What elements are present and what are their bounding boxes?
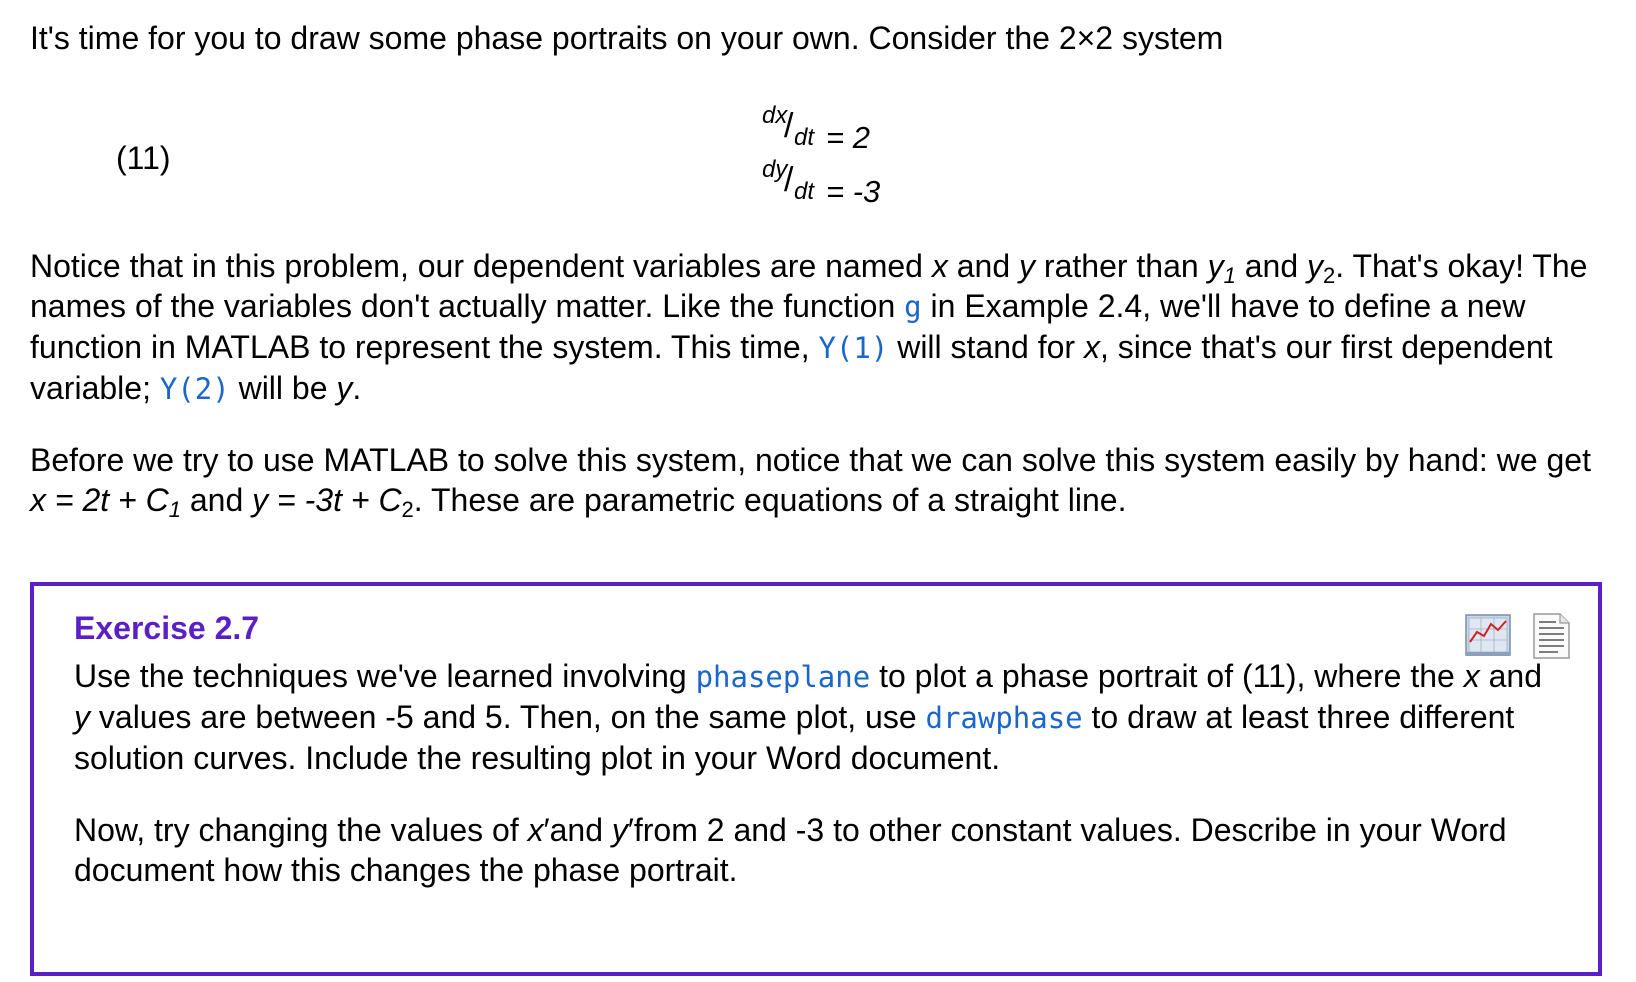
exercise-box: [30, 582, 1602, 976]
text: to draw at least three different solution curves. Include the resulting plot in your Word document.: [74, 699, 1515, 776]
var-x: x: [527, 812, 544, 848]
var-y: y: [611, 812, 628, 848]
subscript: 1: [1223, 263, 1236, 288]
text: will stand for: [888, 329, 1084, 365]
fraction-denominator: dt: [794, 124, 815, 151]
var-y: y: [1019, 248, 1036, 284]
equation-line-2: [762, 156, 881, 212]
exercise-title: Exercise 2.7: [74, 610, 260, 646]
plot-icon[interactable]: [1464, 612, 1514, 658]
text: and: [1235, 248, 1307, 284]
text: from 2 and -3 to other constant values. Describe in your Word document how this changes the phase portrait.: [74, 812, 1507, 888]
fraction-dx-dt: [762, 102, 826, 151]
subscript: 2: [1323, 263, 1336, 288]
fraction-denominator: dt: [794, 178, 815, 205]
text: . These are parametric equations of a straight line.: [413, 482, 1127, 518]
text: and: [1479, 658, 1542, 694]
subscript: 2: [401, 497, 414, 522]
text: , since that's our first dependent variable;: [30, 329, 1553, 406]
var-x: x: [1463, 658, 1480, 694]
code-y2: Y(2): [159, 372, 230, 406]
prime: ′: [543, 812, 550, 848]
exercise-paragraph-1: [74, 656, 1554, 778]
document-icon[interactable]: [1530, 612, 1572, 660]
fraction-slash: /: [784, 161, 794, 199]
intro-paragraph: It's time for you to draw some phase portraits on your own. Consider the 2×2 system: [30, 20, 1224, 56]
text: rather than: [1035, 248, 1208, 284]
code-g: g: [904, 290, 922, 324]
exercise-paragraph-2: [74, 810, 1554, 890]
text: Use the techniques we've learned involving: [74, 658, 696, 694]
solution-paragraph: [30, 440, 1610, 520]
fraction-dy-dt: [762, 156, 826, 205]
code-drawphase: drawphase: [925, 701, 1083, 735]
equation-y: y = -3t + C: [252, 482, 402, 518]
fraction-numerator: dx: [762, 102, 788, 129]
fraction-numerator: dy: [762, 156, 788, 183]
text: .: [352, 370, 362, 406]
text: and: [180, 482, 253, 518]
code-y1: Y(1): [818, 331, 889, 365]
equation-number: (11): [116, 140, 171, 176]
var-y2: y: [1307, 248, 1323, 284]
text: to plot a phase portrait of (11), where the: [870, 658, 1464, 694]
text: Before we try to use MATLAB to solve this system, notice that we can solve this system easily by hand: we get: [30, 442, 1591, 478]
subscript: 1: [168, 497, 181, 522]
text: will be: [229, 370, 337, 406]
text: Notice that in this problem, our dependent variables are named: [30, 248, 932, 284]
fraction-slash: /: [784, 107, 794, 145]
text: Now, try changing the values of: [74, 812, 528, 848]
notice-paragraph: [30, 246, 1610, 409]
equation-rhs: = 2: [826, 120, 870, 155]
var-x: x: [1083, 329, 1100, 365]
var-y: y: [336, 370, 353, 406]
equation-rhs: = -3: [826, 174, 881, 209]
text: . That's okay! The names of the variables don't actually matter. Like the function: [30, 248, 1588, 324]
text: values are between -5 and 5. Then, on the same plot, use: [90, 699, 926, 735]
var-x: x: [931, 248, 948, 284]
text: in Example 2.4, we'll have to define a new function in MATLAB to represent the system. This time,: [30, 288, 1526, 365]
equation-x: x = 2t + C: [30, 482, 169, 518]
var-y1: y: [1207, 248, 1224, 284]
var-y: y: [74, 699, 90, 735]
text: and: [549, 812, 612, 848]
code-phaseplane: phaseplane: [695, 660, 871, 694]
text: and: [947, 248, 1020, 284]
prime: ′: [627, 812, 634, 848]
